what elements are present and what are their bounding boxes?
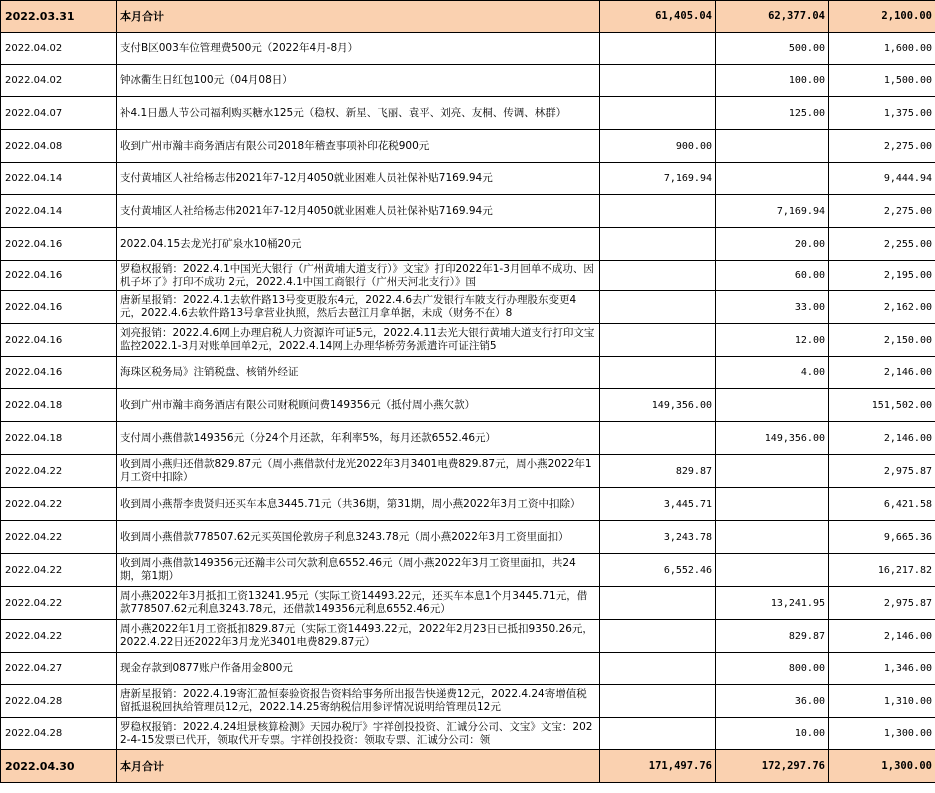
row-balance: 2,195.00 [829,261,935,291]
row-debit [600,228,716,261]
row-balance: 2,146.00 [829,422,935,455]
row-description: 收到广州市瀚丰商务酒店有限公司财税顾问费149356元（抵付周小燕欠款） [117,389,600,422]
table-row [1,718,935,750]
row-balance: 2,975.87 [829,455,935,488]
row-credit: 20.00 [716,228,829,261]
total-label: 本月合计 [117,750,600,783]
row-date: 2022.04.18 [1,389,117,422]
row-balance: 1,500.00 [829,65,935,97]
row-debit [600,65,716,97]
row-balance: 151,502.00 [829,389,935,422]
row-description: 海珠区税务局》注销税盘、核销外经证 [117,357,600,389]
row-date: 2022.04.22 [1,554,117,587]
table-row [1,163,935,195]
row-description: 收到周小燕归还借款829.87元（周小燕借款付龙光2022年3月3401电费829.87元，周小燕2022年1月工资中扣除） [117,455,600,488]
row-description: 支付周小燕借款149356元（分24个月还款，年利率5%，每月还款6552.46元） [117,422,600,455]
row-description: 现金存款到0877账户作备用金800元 [117,653,600,685]
row-credit [716,389,829,422]
table-row [1,685,935,718]
table-row [1,65,935,97]
row-balance: 2,146.00 [829,620,935,653]
row-date: 2022.04.16 [1,261,117,291]
row-balance: 2,255.00 [829,228,935,261]
table-row [1,389,935,422]
row-date: 2022.04.16 [1,324,117,357]
row-description: 罗稳权报销：2022.4.1中国光大银行（广州黄埔大道支行）》文宝》打印2022年1-3月回单不成功、因机子坏了》打印不成功 2元，2022.4.1中国工商银行（广州天河北支行）》国 [117,261,600,291]
row-debit [600,587,716,620]
row-date: 2022.04.08 [1,130,117,163]
row-date: 2022.04.14 [1,163,117,195]
row-date: 2022.04.16 [1,357,117,389]
table-row [1,653,935,685]
row-date: 2022.04.22 [1,521,117,554]
row-date: 2022.04.14 [1,195,117,228]
row-balance: 9,444.94 [829,163,935,195]
row-balance: 1,346.00 [829,653,935,685]
row-debit [600,33,716,65]
table-row [1,33,935,65]
table-row [1,261,935,291]
table-row [1,195,935,228]
row-credit: 12.00 [716,324,829,357]
row-credit: 500.00 [716,33,829,65]
table-row [1,130,935,163]
row-credit: 10.00 [716,718,829,750]
row-credit [716,130,829,163]
table-row [1,422,935,455]
row-debit [600,718,716,750]
row-credit: 60.00 [716,261,829,291]
row-debit [600,653,716,685]
table-row [1,97,935,130]
table-row [1,521,935,554]
total-date: 2022.03.31 [1,1,117,33]
row-date: 2022.04.28 [1,685,117,718]
row-credit [716,521,829,554]
row-balance: 2,275.00 [829,195,935,228]
row-description: 周小燕2022年1月工资抵扣829.87元（实际工资14493.22元，2022年2月23日已抵扣9350.26元，2022.4.22日还2022年3月龙光3401电费829.87元） [117,620,600,653]
row-debit [600,685,716,718]
table-row [1,324,935,357]
row-description: 2022.04.15去龙光打矿泉水10桶20元 [117,228,600,261]
row-balance: 9,665.36 [829,521,935,554]
row-credit [716,488,829,521]
row-date: 2022.04.07 [1,97,117,130]
row-date: 2022.04.22 [1,488,117,521]
row-credit: 33.00 [716,291,829,324]
table-row [1,357,935,389]
table-row [1,554,935,587]
row-description: 罗稳权报销：2022.4.24坦景核算检测》天园办税厅》宇祥创投投资、汇诚分公司、文宝》文宝：2022-4-15发票已代开，领取代开专票。宇祥创投投资：领取专票、汇诚分公司：领 [117,718,600,750]
row-debit: 149,356.00 [600,389,716,422]
row-date: 2022.04.18 [1,422,117,455]
row-credit: 829.87 [716,620,829,653]
row-debit: 900.00 [600,130,716,163]
row-balance: 1,310.00 [829,685,935,718]
row-date: 2022.04.02 [1,65,117,97]
row-description: 收到周小燕帮李贵贤归还买车本息3445.71元（共36期，第31期，周小燕2022年3月工资中扣除） [117,488,600,521]
total-credit: 172,297.76 [716,750,829,783]
row-credit: 4.00 [716,357,829,389]
row-date: 2022.04.22 [1,620,117,653]
row-debit [600,357,716,389]
row-debit: 3,243.78 [600,521,716,554]
row-credit [716,554,829,587]
total-balance: 1,300.00 [829,750,935,783]
row-date: 2022.04.28 [1,718,117,750]
total-balance: 2,100.00 [829,1,935,33]
row-description: 支付黄埔区人社给杨志伟2021年7-12月4050就业困难人员社保补贴7169.94元 [117,195,600,228]
row-balance: 1,600.00 [829,33,935,65]
row-description: 唐新星报销：2022.4.19寄汇盈恒泰验资报告资料给事务所出报告快递费12元，2022.4.24寄增值税留抵退税回执给管理员12元，2022.14.25寄纳税信用参评情况说明给管理员12元 [117,685,600,718]
total-credit: 62,377.04 [716,1,829,33]
row-description: 收到周小燕借款149356元还瀚丰公司欠款利息6552.46元（周小燕2022年3月工资里面扣，共24期，第1期） [117,554,600,587]
row-description: 收到周小燕借款778507.62元买英国伦敦房子利息3243.78元（周小燕2022年3月工资里面扣） [117,521,600,554]
total-debit: 171,497.76 [600,750,716,783]
row-balance: 1,300.00 [829,718,935,750]
row-credit: 100.00 [716,65,829,97]
row-date: 2022.04.22 [1,455,117,488]
row-balance: 2,146.00 [829,357,935,389]
row-description: 周小燕2022年3月抵扣工资13241.95元（实际工资14493.22元，还买车本息1个月3445.71元，借款778507.62元利息3243.78元，还借款149356元利息6552.46元） [117,587,600,620]
row-debit: 6,552.46 [600,554,716,587]
row-date: 2022.04.27 [1,653,117,685]
row-balance: 2,150.00 [829,324,935,357]
row-balance: 2,975.87 [829,587,935,620]
row-debit [600,261,716,291]
closing-total-row [1,750,935,783]
row-debit [600,422,716,455]
row-description: 支付B区003车位管理费500元（2022年4月-8月） [117,33,600,65]
table-row [1,455,935,488]
row-credit: 36.00 [716,685,829,718]
row-credit: 7,169.94 [716,195,829,228]
row-description: 刘亮报销：2022.4.6网上办理启税人力资源许可证5元，2022.4.11去光大银行黄埔大道支行打印文宝监控2022.1-3月对账单回单2元，2022.4.14网上办理华桥劳务派遣许可证注销5 [117,324,600,357]
row-description: 唐新星报销：2022.4.1去软件路13号变更股东4元，2022.4.6去广发银行车陂支行办理股东变更4元，2022.4.6去软件路13号拿营业执照，然后去琶江月拿单据，未成（财务不在）8 [117,291,600,324]
table-row [1,620,935,653]
row-date: 2022.04.16 [1,291,117,324]
row-description: 补4.1日愚人节公司福利购买糖水125元（稳权、新星、飞丽、袁平、刘亮、友桐、传调、林群） [117,97,600,130]
row-debit [600,324,716,357]
row-credit [716,163,829,195]
row-debit: 829.87 [600,455,716,488]
table-row [1,587,935,620]
row-debit [600,97,716,130]
table-row [1,488,935,521]
table-row [1,228,935,261]
row-balance: 2,275.00 [829,130,935,163]
row-description: 支付黄埔区人社给杨志伟2021年7-12月4050就业困难人员社保补贴7169.94元 [117,163,600,195]
row-date: 2022.04.22 [1,587,117,620]
total-debit: 61,405.04 [600,1,716,33]
row-debit [600,620,716,653]
row-balance: 6,421.58 [829,488,935,521]
row-date: 2022.04.16 [1,228,117,261]
row-description: 收到广州市瀚丰商务酒店有限公司2018年稽查事项补印花税900元 [117,130,600,163]
total-date: 2022.04.30 [1,750,117,783]
opening-total-row [1,1,935,33]
row-balance: 1,375.00 [829,97,935,130]
row-credit [716,455,829,488]
row-credit: 125.00 [716,97,829,130]
row-credit: 13,241.95 [716,587,829,620]
row-description: 钟冰衢生日红包100元（04月08日） [117,65,600,97]
row-balance: 2,162.00 [829,291,935,324]
row-balance: 16,217.82 [829,554,935,587]
row-credit: 149,356.00 [716,422,829,455]
row-debit: 7,169.94 [600,163,716,195]
total-label: 本月合计 [117,1,600,33]
row-debit [600,291,716,324]
row-credit: 800.00 [716,653,829,685]
row-debit [600,195,716,228]
row-debit: 3,445.71 [600,488,716,521]
table-row [1,291,935,324]
row-date: 2022.04.02 [1,33,117,65]
